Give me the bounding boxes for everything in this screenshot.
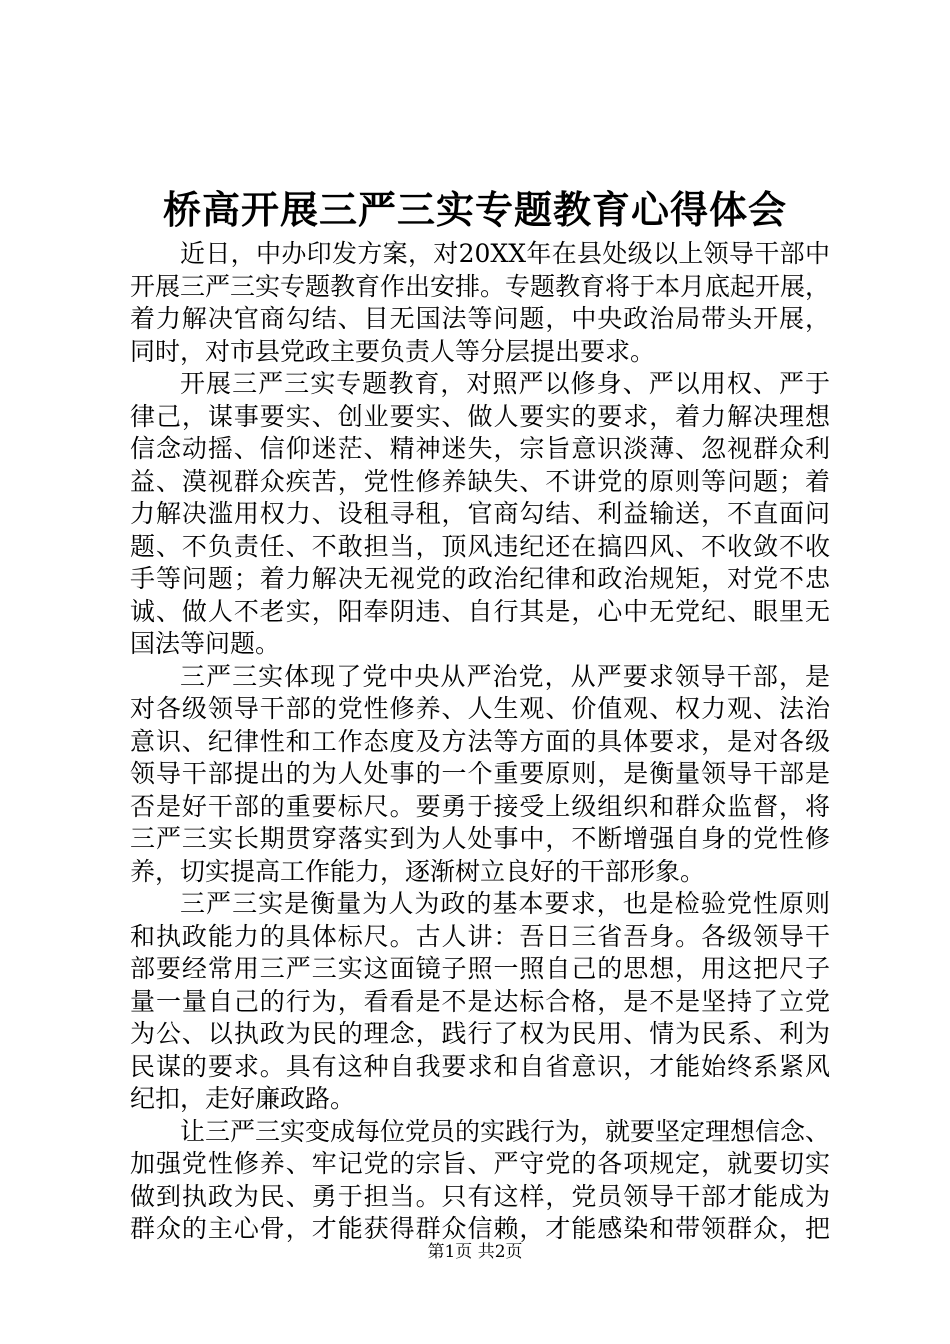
text-line: 领导干部提出的为人处事的一个重要原则，是衡量领导干部是 <box>130 759 830 788</box>
document-title: 桥高开展三严三实专题教育心得体会 <box>162 187 787 232</box>
page-footer: 第1页 共2页 <box>427 1242 523 1262</box>
text-line: 让三严三实变成每位党员的实践行为，就要坚定理想信念、 <box>180 1116 831 1146</box>
text-line: 律己，谋事要实、创业要实、做人要实的要求，着力解决理想 <box>130 401 830 431</box>
text-line: 对各级领导干部的党性修养、人生观、价值观、权力观、法治 <box>130 694 830 723</box>
text-line: 纪扣，走好廉政路。 <box>130 1084 356 1113</box>
document-body <box>130 238 830 1246</box>
text-line: 三严三实体现了党中央从严治党，从严要求领导干部，是 <box>180 661 830 691</box>
text-line: 着力解决官商勾结、目无国法等问题，中央政治局带头开展， <box>130 304 830 333</box>
text-line: 三严三实长期贯穿落实到为人处事中，不断增强自身的党性修 <box>130 824 830 853</box>
text-line: 加强党性修养、牢记党的宗旨、严守党的各项规定，就要切实 <box>130 1149 830 1178</box>
text-line: 做到执政为民、勇于担当。只有这样，党员领导干部才能成为 <box>130 1181 830 1211</box>
text-line: 群众的主心骨，才能获得群众信赖，才能感染和带领群众，把 <box>130 1214 830 1243</box>
text-line: 诚、做人不老实，阳奉阴违、自行其是，心中无党纪、眼里无 <box>130 596 830 626</box>
text-line: 开展三严三实专题教育，对照严以修身、严以用权、严于 <box>180 369 830 398</box>
text-line: 题、不负责任、不敢担当，顶风违纪还在搞四风、不收敛不收 <box>130 531 830 561</box>
text-line: 为公、以执政为民的理念，践行了权为民用、情为民系、利为 <box>130 1019 830 1048</box>
text-line: 意识、纪律性和工作态度及方法等方面的具体要求，是对各级 <box>130 726 830 756</box>
text-line: 否是好干部的重要标尺。要勇于接受上级组织和群众监督，将 <box>130 791 830 821</box>
text-line: 益、漠视群众疾苦，党性修养缺失、不讲党的原则等问题；着 <box>130 466 830 496</box>
text-line: 力解决滥用权力、设租寻租，官商勾结、利益输送，不直面问 <box>130 499 830 528</box>
text-line: 养，切实提高工作能力，逐渐树立良好的干部形象。 <box>130 856 706 886</box>
text-line: 民谋的要求。具有这种自我要求和自省意识，才能始终系紧风 <box>130 1051 830 1081</box>
text-line: 信念动摇、信仰迷茫、精神迷失，宗旨意识淡薄、忽视群众利 <box>130 434 830 463</box>
text-line: 三严三实是衡量为人为政的基本要求，也是检验党性原则 <box>180 889 830 918</box>
text-line: 开展三严三实专题教育作出安排。专题教育将于本月底起开展， <box>130 271 831 301</box>
text-line: 和执政能力的具体标尺。古人讲：吾日三省吾身。各级领导干 <box>130 921 830 951</box>
text-line: 手等问题；着力解决无视党的政治纪律和政治规矩，对党不忠 <box>130 564 830 593</box>
text-line: 量一量自己的行为，看看是不是达标合格，是不是坚持了立党 <box>130 986 830 1016</box>
text-line: 国法等问题。 <box>130 629 281 658</box>
text-line: 部要经常用三严三实这面镜子照一照自己的思想，用这把尺子 <box>130 954 830 983</box>
text-line: 近日，中办印发方案，对20XX年在县处级以上领导干部中 <box>180 239 830 268</box>
text-line: 同时，对市县党政主要负责人等分层提出要求。 <box>130 336 656 366</box>
